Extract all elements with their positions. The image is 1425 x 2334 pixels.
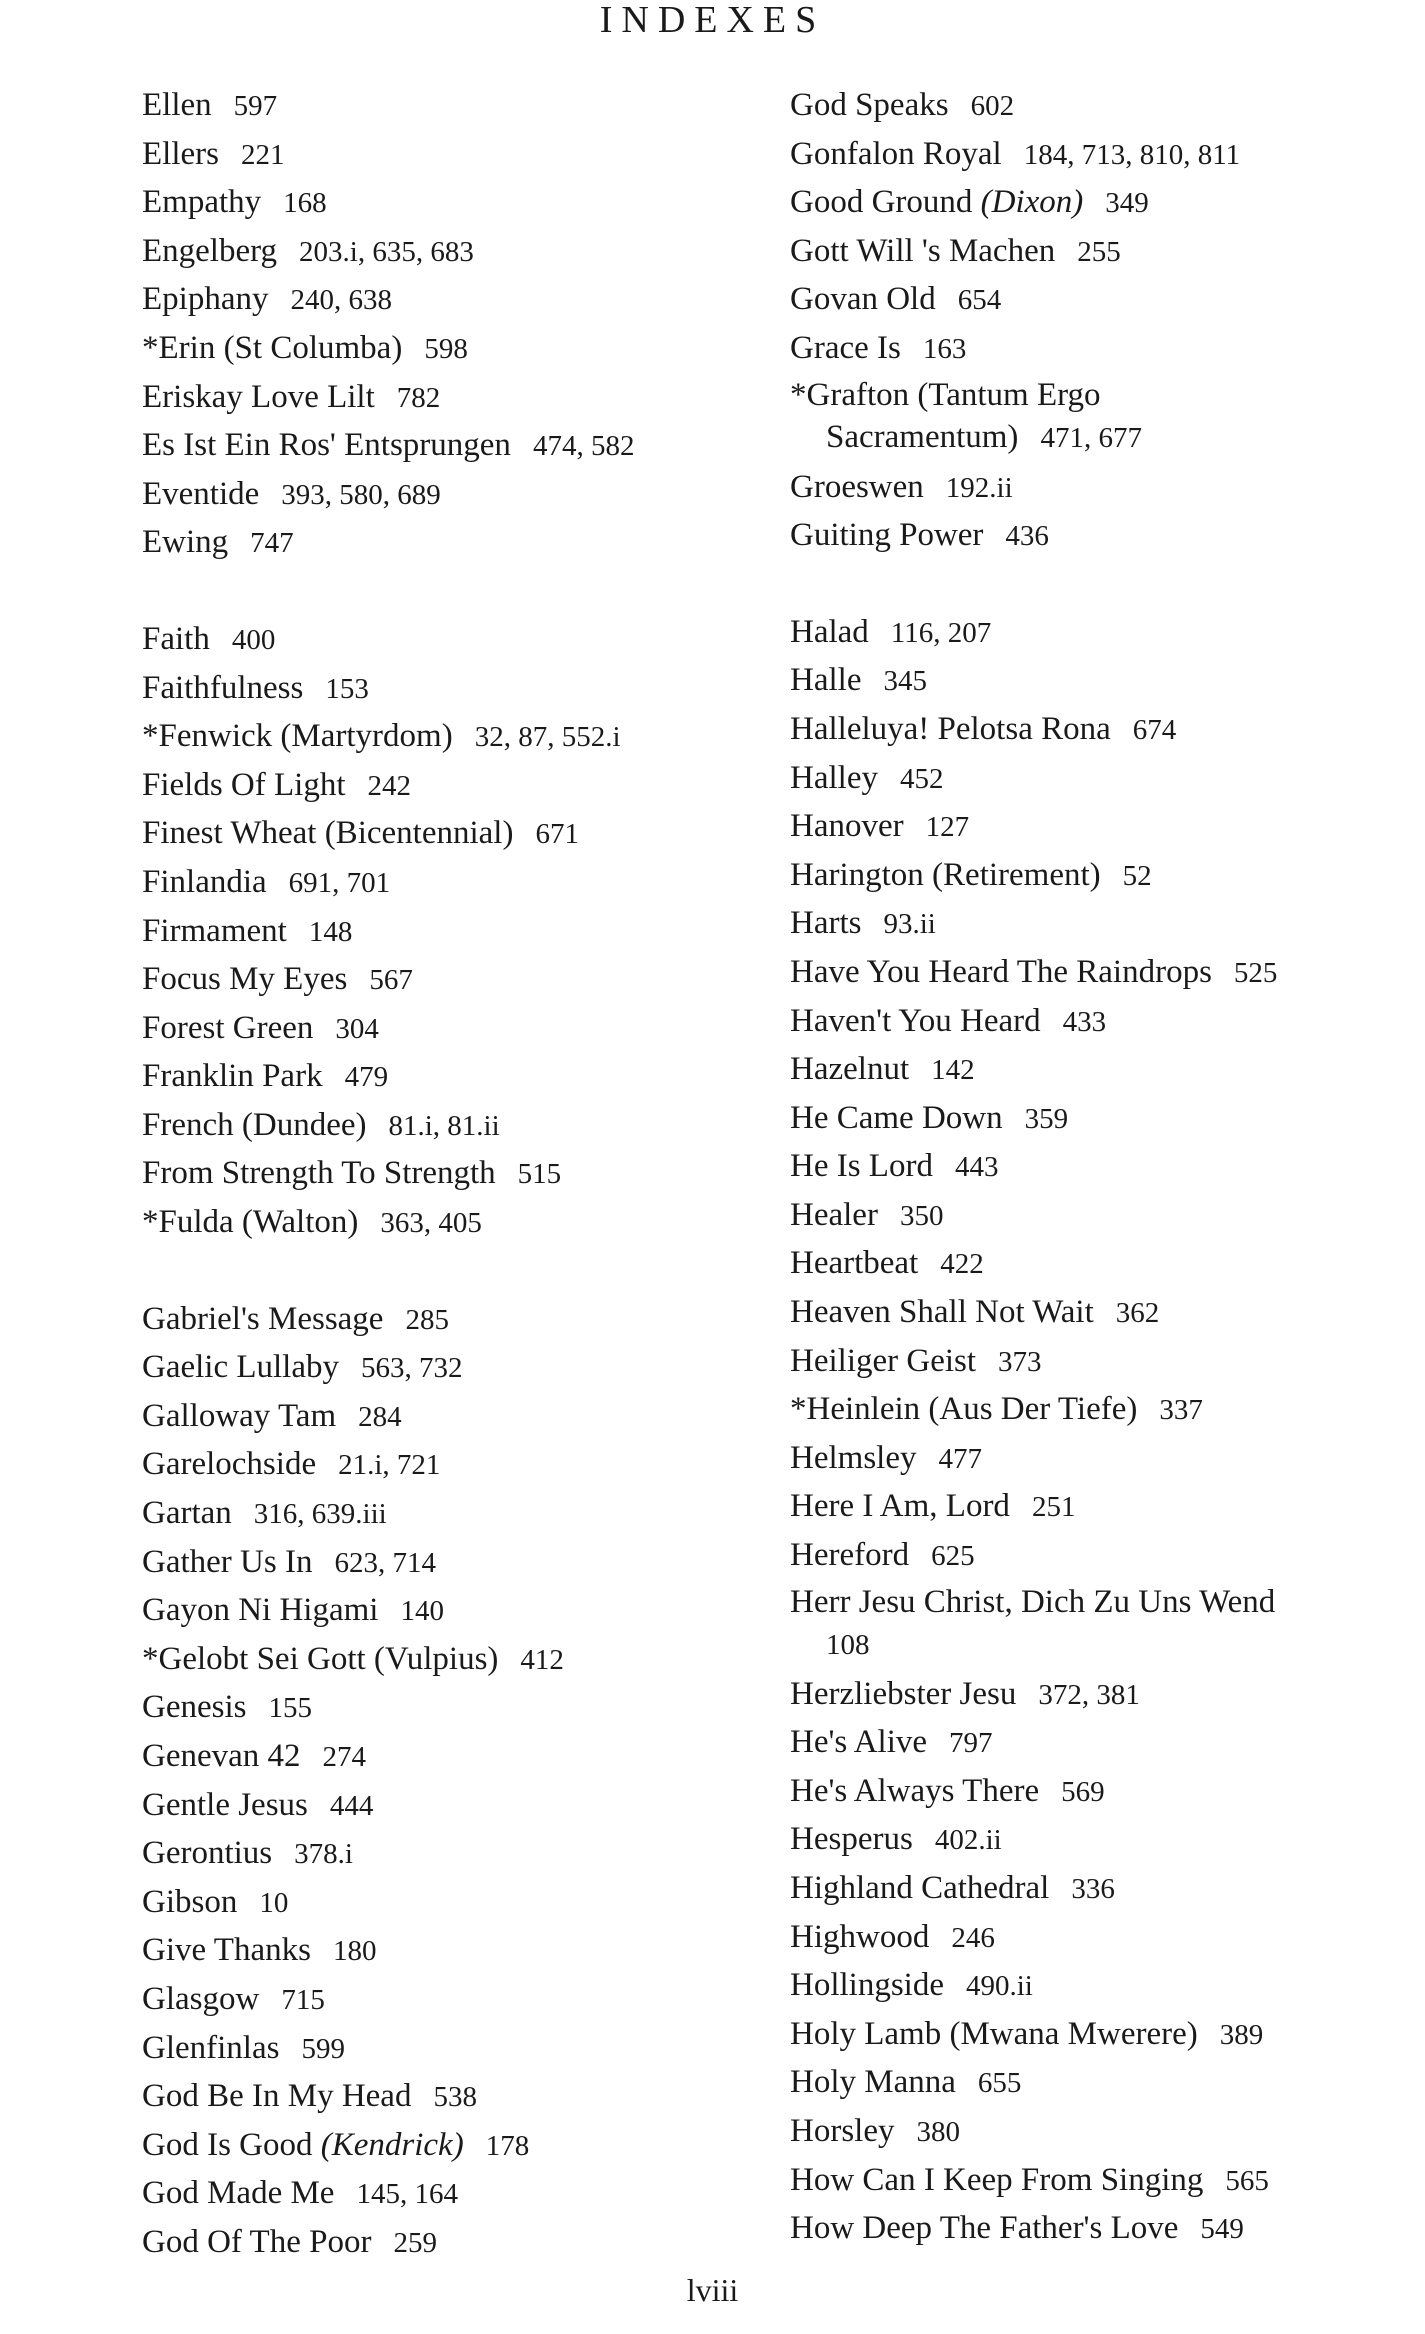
entry-hymn-numbers: 81.i, 81.ii [388,1109,500,1142]
index-entry [142,1587,762,1636]
entry-hymn-numbers: 443 [954,1151,999,1184]
entry-title: Halle [790,662,862,699]
entry-hymn-numbers: 255 [1077,235,1121,268]
entry-hymn-numbers: 240, 638 [290,284,392,317]
index-entry [790,1338,1400,1387]
entry-hymn-numbers: 155 [268,1692,312,1725]
index-entry [790,1095,1400,1144]
index-entry [790,464,1400,513]
index-entry [142,956,762,1005]
index-entry [790,1865,1400,1914]
entry-title: Harington (Retirement) [790,856,1101,893]
index-entry [142,2073,762,2122]
entry-hymn-numbers: 599 [301,2032,345,2065]
entry-hymn-numbers: 490.ii [966,1970,1033,2003]
entry-title: He's Always There [790,1772,1040,1809]
entry-hymn-numbers: 655 [977,2067,1022,2100]
entry-hymn-numbers: 221 [240,138,285,171]
index-entry [790,1768,1400,1817]
index-entry [142,422,762,471]
entry-title: Gather Us In [142,1543,313,1580]
entry-title: God Of The Poor [142,2223,372,2260]
index-entry [142,519,762,568]
entry-title: Hollingside [790,1967,944,2004]
left-column [142,82,762,2268]
entry-hymn-numbers: 412 [520,1643,564,1676]
index-entry [790,228,1400,277]
entry-hymn-numbers: 140 [400,1595,444,1628]
index-entry [142,810,762,859]
index-entry [142,179,762,228]
entry-hymn-numbers: 21.i, 721 [338,1449,441,1482]
index-entry [142,1441,762,1490]
entry-title: Gibson [142,1883,238,1920]
entry-title: Glasgow [142,1980,260,2017]
index-entry [142,2025,762,2074]
entry-title: Forest Green [142,1009,314,1046]
entry-hymn-numbers: 304 [335,1012,379,1045]
entry-hymn-numbers: 359 [1024,1102,1069,1135]
index-entry [142,1733,762,1782]
index-entry [142,1102,762,1151]
entry-hymn-numbers: 316, 639.iii [253,1498,387,1531]
index-entry [142,1976,762,2025]
index-entry [142,1393,762,1442]
index-entry [142,1830,762,1879]
entry-title: Groeswen [790,468,924,505]
index-entry [142,1782,762,1831]
index-entry [142,908,762,957]
entry-title: Halleluya! Pelotsa Rona [790,710,1111,747]
index-entry [142,713,762,762]
index-entry [142,762,762,811]
entry-hymn-numbers: 251 [1031,1491,1076,1524]
entry-continuation-text: Sacramentum) [826,418,1019,455]
right-column [790,82,1400,2254]
index-entry [790,706,1400,755]
entry-hymn-numbers: 538 [433,2081,477,2114]
entry-hymn-numbers: 349 [1105,187,1149,220]
index-entry [790,1532,1400,1581]
entry-title: Halad [790,613,869,650]
entry-title: Gaelic Lullaby [142,1349,340,1386]
entry-title: Guiting Power [790,517,984,554]
entry-title: Gerontius [142,1835,273,1872]
entry-title: Gentle Jesus [142,1786,308,1823]
entry-qualifier: (Kendrick) [320,2126,464,2163]
entry-title: Heartbeat [790,1245,919,1282]
index-entry [790,82,1400,131]
entry-title: *Grafton (Tantum Ergo [790,376,1101,413]
entry-hymn-numbers: 402.ii [934,1824,1002,1857]
index-entry [790,1914,1400,1963]
entry-title: Holy Lamb (Mwana Mwerere) [790,2015,1198,2052]
entry-hymn-numbers: 345 [883,665,927,698]
entry-title: Glenfinlas [142,2029,280,2066]
entry-hymn-numbers: 284 [358,1400,402,1433]
entry-hymn-numbers: 108 [826,1628,870,1661]
entry-title: *Heinlein (Aus Der Tiefe) [790,1391,1138,1428]
entry-hymn-numbers: 471, 677 [1040,421,1142,454]
index-entry [790,2157,1400,2206]
entry-hymn-numbers: 433 [1062,1005,1107,1038]
entry-title: Genesis [142,1689,247,1726]
entry-hymn-numbers: 747 [250,527,294,560]
entry-hymn-numbers: 380 [916,2115,960,2148]
index-entry [790,1192,1400,1241]
entry-title: God Be In My Head [142,2078,412,2115]
entry-title: Ewing [142,524,229,561]
index-entry [790,2011,1400,2060]
entry-hymn-numbers: 116, 207 [890,616,992,649]
entry-title: Hazelnut [790,1051,910,1088]
index-entry [142,859,762,908]
entry-hymn-numbers: 145, 164 [356,2178,458,2211]
entry-title: Franklin Park [142,1058,323,1095]
entry-hymn-numbers: 389 [1219,2018,1264,2051]
entry-title: Grace Is [790,329,901,366]
index-entry [142,1539,762,1588]
entry-title: From Strength To Strength [142,1155,496,1192]
entry-title: Garelochside [142,1446,317,1483]
entry-hymn-numbers: 444 [329,1789,374,1822]
index-entry [142,2170,762,2219]
index-group-h [790,609,1400,2254]
index-entry [790,949,1400,998]
entry-title: Highwood [790,1918,930,1955]
index-group-f [142,616,762,1248]
entry-title: Hesperus [790,1821,913,1858]
entry-hymn-numbers: 127 [925,811,970,844]
index-entry [790,179,1400,228]
entry-hymn-numbers: 350 [899,1199,944,1232]
entry-hymn-numbers: 259 [393,2226,437,2259]
entry-hymn-numbers: 715 [281,1983,325,2016]
entry-hymn-numbers: 178 [485,2129,530,2162]
entry-title: Good Ground [790,184,973,221]
index-group-e [142,82,762,568]
entry-title: Ellers [142,135,219,172]
entry-hymn-numbers: 362 [1115,1297,1160,1330]
entry-hymn-numbers: 148 [308,915,353,948]
index-entry [790,998,1400,1047]
entry-hymn-numbers: 203.i, 635, 683 [299,235,474,268]
entry-continuation [790,1623,1400,1666]
page-number: lviii [686,2272,739,2308]
index-entry [790,755,1400,804]
index-entry [790,2059,1400,2108]
index-entry [142,616,762,665]
entry-hymn-numbers: 242 [367,769,411,802]
index-entry [790,1435,1400,1484]
entry-title: Holy Manna [790,2064,956,2101]
index-entry [142,2219,762,2268]
entry-title: Horsley [790,2112,895,2149]
entry-title: He Came Down [790,1099,1003,1136]
entry-title: Halley [790,759,878,796]
index-entry [790,374,1400,459]
entry-hymn-numbers: 691, 701 [288,866,391,899]
entry-title: Gartan [142,1495,232,1532]
entry-hymn-numbers: 400 [231,623,276,656]
entry-hymn-numbers: 32, 87, 552.i [474,721,621,754]
entry-hymn-numbers: 654 [957,284,1002,317]
entry-title: Govan Old [790,281,936,318]
index-entry [790,1483,1400,1532]
entry-qualifier: (Dixon) [980,184,1084,221]
entry-hymn-numbers: 452 [899,762,944,795]
entry-title: Eventide [142,475,260,512]
entry-hymn-numbers: 436 [1005,520,1049,553]
entry-hymn-numbers: 474, 582 [532,430,635,463]
entry-title: Hereford [790,1537,910,1574]
entry-title: French (Dundee) [142,1106,367,1143]
index-entry [142,1005,762,1054]
entry-hymn-numbers: 52 [1122,859,1152,892]
index-entry [142,1296,762,1345]
entry-title: He's Alive [790,1724,928,1761]
entry-title: Harts [790,905,862,942]
entry-continuation [790,416,1400,459]
entry-hymn-numbers: 246 [951,1921,995,1954]
index-entry [142,1927,762,1976]
index-entry [142,276,762,325]
index-entry [790,2205,1400,2254]
entry-hymn-numbers: 168 [283,187,327,220]
index-entry [790,900,1400,949]
entry-title: *Gelobt Sei Gott (Vulpius) [142,1640,499,1677]
entry-title: *Fenwick (Martyrdom) [142,718,453,755]
entry-hymn-numbers: 10 [259,1886,289,1919]
entry-title: Highland Cathedral [790,1870,1050,1906]
index-entry [790,803,1400,852]
entry-hymn-numbers: 797 [949,1727,993,1760]
index-entry [142,82,762,131]
entry-title: Faithfulness [142,669,304,706]
entry-title: Epiphany [142,281,269,318]
index-entry [142,1684,762,1733]
entry-title: Gonfalon Royal [790,135,1002,172]
entry-hymn-numbers: 285 [405,1303,449,1336]
entry-title: Ellen [142,87,212,123]
entry-title: Galloway Tam [142,1397,337,1434]
entry-hymn-numbers: 525 [1233,956,1278,989]
entry-title: Gayon Ni Higami [142,1592,379,1629]
entry-hymn-numbers: 192.ii [945,471,1013,504]
entry-hymn-numbers: 363, 405 [380,1207,482,1240]
index-entry [790,1240,1400,1289]
entry-hymn-numbers: 565 [1225,2164,1269,2197]
index-entry [790,1143,1400,1192]
entry-hymn-numbers: 153 [325,672,369,705]
entry-hymn-numbers: 515 [517,1158,562,1191]
index-entry [790,512,1400,561]
index-entry [790,1289,1400,1338]
entry-hymn-numbers: 336 [1071,1873,1115,1905]
index-entry [142,131,762,180]
entry-title: How Can I Keep From Singing [790,2161,1204,2198]
entry-title: Healer [790,1196,878,1233]
index-entry [790,131,1400,180]
entry-title: Es Ist Ein Ros' Entsprungen [142,427,511,464]
entry-hymn-numbers: 479 [344,1061,389,1094]
index-entry [142,1344,762,1393]
index-entry [790,657,1400,706]
entry-hymn-numbers: 422 [940,1248,984,1281]
entry-hymn-numbers: 623, 714 [334,1546,436,1579]
index-entry [790,1581,1400,1666]
entry-title: Here I Am, Lord [790,1488,1010,1525]
entry-hymn-numbers: 549 [1200,2213,1244,2246]
entry-title: Finlandia [142,863,267,900]
entry-title: Faith [142,620,210,657]
entry-hymn-numbers: 569 [1061,1775,1105,1808]
index-entry [142,471,762,520]
entry-hymn-numbers: 625 [931,1540,975,1573]
entry-title: Focus My Eyes [142,961,348,998]
entry-title: Heiliger Geist [790,1342,977,1379]
entry-title: Firmament [142,912,287,949]
index-entry [142,1490,762,1539]
entry-title: Eriskay Love Lilt [142,378,375,415]
index-entry [790,609,1400,658]
entry-title: God Speaks [790,87,949,123]
index-group-g [142,1296,762,2268]
entry-hymn-numbers: 274 [322,1741,367,1773]
entry-title: How Deep The Father's Love [790,2210,1179,2247]
entry-hymn-numbers: 93.ii [883,908,936,941]
index-entry [142,1636,762,1685]
entry-title: Hanover [790,808,904,845]
index-entry [790,325,1400,374]
entry-title: *Erin (St Columba) [142,329,403,366]
entry-title: Herr Jesu Christ, Dich Zu Uns Wend [790,1583,1276,1620]
entry-title: Give Thanks [142,1932,311,1969]
index-entry [790,1816,1400,1865]
entry-hymn-numbers: 563, 732 [361,1352,463,1385]
running-header: INDEXES [599,0,826,41]
index-group-g-continued [790,82,1400,561]
entry-hymn-numbers: 671 [535,818,579,851]
index-entry [142,1053,762,1102]
entry-title: Gabriel's Message [142,1300,384,1337]
index-entry [790,852,1400,901]
entry-title: Fields Of Light [142,766,346,803]
entry-hymn-numbers: 598 [424,332,468,365]
entry-title: Heaven Shall Not Wait [790,1294,1094,1331]
entry-hymn-numbers: 477 [938,1442,982,1475]
entry-hymn-numbers: 180 [332,1935,377,1968]
entry-title: Herzliebster Jesu [790,1675,1017,1712]
entry-hymn-numbers: 163 [922,332,967,365]
index-entry [142,1879,762,1928]
entry-title: Gott Will 's Machen [790,232,1056,269]
index-entry [142,228,762,277]
entry-title: *Fulda (Walton) [142,1204,359,1241]
index-entry [142,2122,762,2171]
entry-title: Have You Heard The Raindrops [790,953,1212,990]
entry-hymn-numbers: 337 [1159,1394,1203,1427]
index-entry [142,1150,762,1199]
entry-hymn-numbers: 393, 580, 689 [281,478,441,511]
entry-title: Genevan 42 [142,1738,301,1774]
entry-title: Engelberg [142,232,278,269]
entry-title: He Is Lord [790,1148,933,1185]
index-entry [790,276,1400,325]
entry-hymn-numbers: 602 [970,90,1015,122]
entry-title: Helmsley [790,1439,917,1476]
index-entry [790,1671,1400,1720]
entry-hymn-numbers: 373 [998,1345,1042,1378]
index-entry [142,1199,762,1248]
index-entry [790,2108,1400,2157]
entry-title: God Is Good [142,2126,313,2163]
index-entry [142,325,762,374]
entry-hymn-numbers: 372, 381 [1038,1678,1140,1711]
entry-hymn-numbers: 674 [1132,713,1177,746]
entry-title: Haven't You Heard [790,1002,1041,1039]
entry-hymn-numbers: 378.i [294,1838,353,1871]
index-entry [142,374,762,423]
entry-hymn-numbers: 597 [233,90,278,122]
entry-title: Finest Wheat (Bicentennial) [142,815,514,852]
entry-hymn-numbers: 567 [369,964,413,997]
index-entry [790,1386,1400,1435]
index-entry [790,1962,1400,2011]
index-entry [790,1719,1400,1768]
entry-hymn-numbers: 782 [396,381,441,414]
entry-hymn-numbers: 184, 713, 810, 811 [1023,138,1241,171]
entry-title: Empathy [142,184,262,221]
index-entry [142,665,762,714]
index-entry [790,1046,1400,1095]
entry-title: God Made Me [142,2175,335,2212]
entry-hymn-numbers: 142 [931,1054,975,1087]
